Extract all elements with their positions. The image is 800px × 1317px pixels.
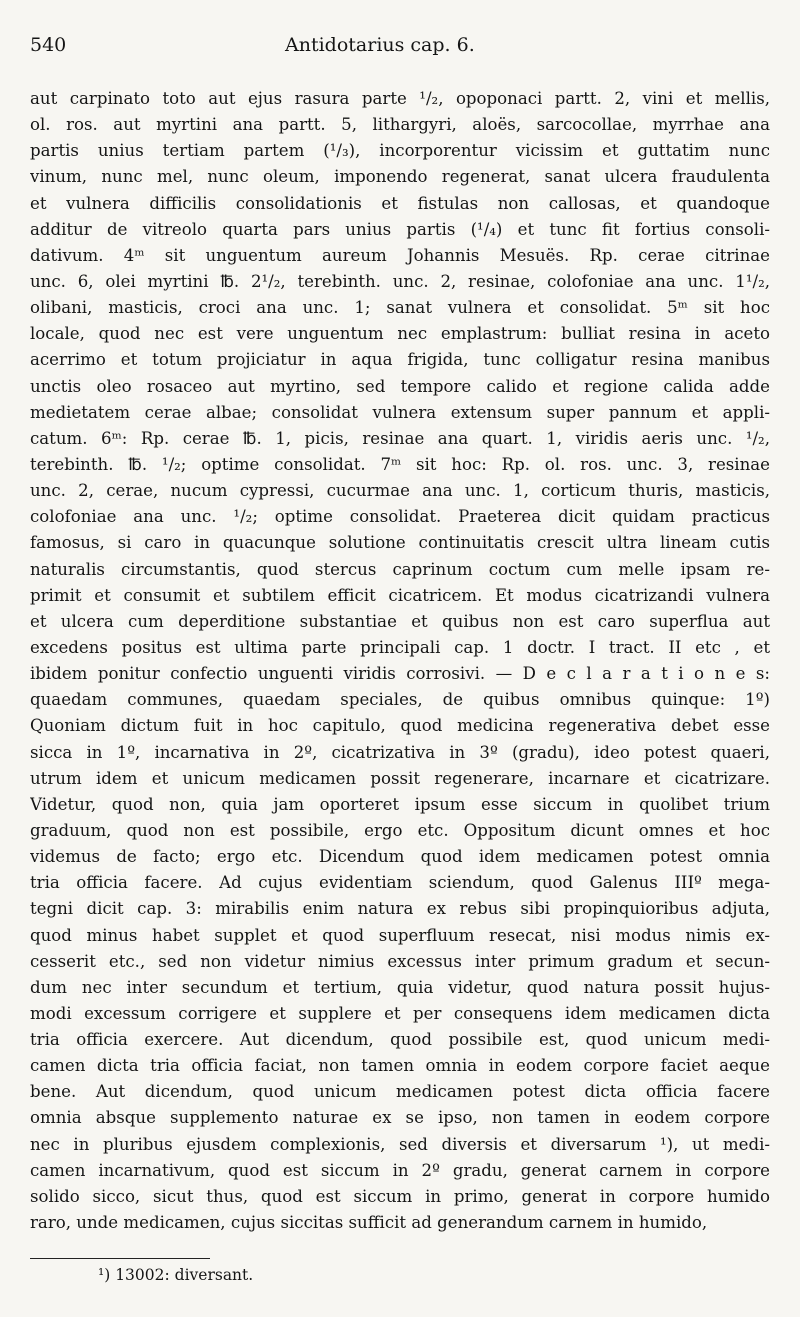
text-line: graduum, quod non est possibile, ergo etc. Oppositum dicunt omnes et hoc (30, 820, 770, 840)
footnote-rule (30, 1258, 210, 1259)
text-line: camen incarnativum, quod est siccum in 2º gradu, generat carnem in corpore (30, 1160, 770, 1180)
text-line: terebinth. ℔. ¹/₂; optime consolidat. 7ᵐ sit hoc: Rp. ol. ros. unc. 3, resinae (30, 454, 770, 474)
text-line: modi excessum corrigere et supplere et per consequens idem medicamen dicta (30, 1003, 770, 1023)
text-line: vinum, nunc mel, nunc oleum, imponendo regenerat, sanat ulcera fraudulenta (30, 167, 770, 187)
text-line: videmus de facto; ergo etc. Dicendum quod idem medicamen potest omnia (30, 847, 770, 867)
text-line: et vulnera difficilis consolidationis et fistulas non callosas, et quandoque (30, 193, 770, 213)
text-line: ibidem ponitur confectio unguenti viridis corrosivi. — D e c l a r a t i o n e s: (30, 664, 770, 684)
text-line: dativum. 4ᵐ sit unguentum aureum Johannis Mesuës. Rp. cerae citrinae (30, 245, 770, 265)
text-line: sicca in 1º, incarnativa in 2º, cicatrizativa in 3º (gradu), ideo potest quaeri, (30, 742, 770, 762)
text-line: additur de vitreolo quarta pars unius partis (¹/₄) et tunc fit fortius consoli- (30, 219, 770, 239)
text-line: unctis oleo rosaceo aut myrtino, sed tempore calido et regione calida adde (30, 376, 770, 396)
text-line: aut carpinato toto aut ejus rasura parte ¹/₂, opoponaci partt. 2, vini et mellis, (30, 89, 770, 108)
text-line: medietatem cerae albae; consolidat vulnera extensum super pannum et appli- (30, 402, 770, 422)
text-line: et ulcera cum deperditione substantiae et quibus non est caro superflua aut (30, 611, 770, 631)
text-line: Quoniam dictum fuit in hoc capitulo, quod medicina regenerativa debet esse (30, 716, 770, 736)
text-line: excedens positus est ultima parte principali cap. 1 doctr. I tract. II etc , et (30, 637, 770, 657)
page-header (30, 34, 770, 60)
text-line: nec in pluribus ejusdem complexionis, sed diversis et diversarum ¹), ut medi- (30, 1134, 770, 1154)
text-line: bene. Aut dicendum, quod unicum medicamen potest dicta officia facere (30, 1082, 770, 1102)
text-line: tegni dicit cap. 3: mirabilis enim natura ex rebus sibi propinquioribus adjuta, (30, 899, 770, 919)
text-line: olibani, masticis, croci ana unc. 1; sanat vulnera et consolidat. 5ᵐ sit hoc (30, 298, 770, 318)
text-line: naturalis circumstantis, quod stercus caprinum coctum cum melle ipsam re- (30, 559, 770, 579)
text-line: acerrimo et totum projiciatur in aqua frigida, tunc colligatur resina manibus (30, 350, 770, 370)
text-line: quod minus habet supplet et quod superfluum resecat, nisi modus nimis ex- (30, 925, 770, 945)
text-line: omnia absque supplemento naturae ex se ipso, non tamen in eodem corpore (30, 1108, 770, 1128)
text-line: unc. 6, olei myrtini ℔. 2¹/₂, terebinth. unc. 2, resinae, colofoniae ana unc. 1¹/₂, (30, 271, 770, 291)
text-line: raro, unde medicamen, cujus siccitas sufficit ad generandum carnem in humido, (30, 1213, 708, 1233)
text-line: colofoniae ana unc. ¹/₂; optime consolidat. Praeterea dicit quidam practicus (30, 507, 770, 527)
text-line: locale, quod nec est vere unguentum nec emplastrum: bulliat resina in aceto (30, 324, 770, 344)
page-number: 540 (30, 34, 67, 56)
text-line: camen dicta tria officia faciat, non tamen omnia in eodem corpore faciet aeque (30, 1056, 770, 1076)
text-line: famosus, si caro in quacunque solutione continuitatis crescit ultra lineam cutis (30, 533, 770, 553)
text-line: quaedam communes, quaedam speciales, de quibus omnibus quinque: 1º) (30, 690, 770, 710)
text-line: partis unius tertiam partem (¹/₃), incorporentur vicissim et guttatim nunc (30, 141, 770, 161)
text-line: cesserit etc., sed non videtur nimius excessus inter primum gradum et secun- (30, 951, 770, 971)
text-line: tria officia exercere. Aut dicendum, quod possibile est, quod unicum medi- (30, 1030, 770, 1050)
text-line: primit et consumit et subtilem efficit cicatricem. Et modus cicatrizandi vulnera (30, 585, 770, 605)
footnote: ¹) 13002: diversant. (98, 1266, 254, 1284)
running-title: Antidotarius cap. 6. (285, 34, 475, 56)
text-line: utrum idem et unicum medicamen possit regenerare, incarnare et cicatrizare. (30, 768, 770, 788)
text-line: ol. ros. aut myrtini ana partt. 5, lithargyri, aloës, sarcocollae, myrrhae ana (30, 115, 770, 135)
text-line: solido sicco, sicut thus, quod est siccum in primo, generat in corpore humido (30, 1186, 770, 1206)
text-line: dum nec inter secundum et tertium, quia videtur, quod natura possit hujus- (30, 977, 770, 997)
body-text (30, 86, 770, 1236)
text-line: catum. 6ᵐ: Rp. cerae ℔. 1, picis, resinae ana quart. 1, viridis aeris unc. ¹/₂, (30, 428, 770, 448)
text-line: tria officia facere. Ad cujus evidentiam sciendum, quod Galenus IIIº mega- (30, 873, 770, 893)
text-line: Videtur, quod non, quia jam oporteret ipsum esse siccum in quolibet trium (30, 794, 770, 814)
text-line: unc. 2, cerae, nucum cypressi, cucurmae ana unc. 1, corticum thuris, masticis, (30, 481, 770, 501)
